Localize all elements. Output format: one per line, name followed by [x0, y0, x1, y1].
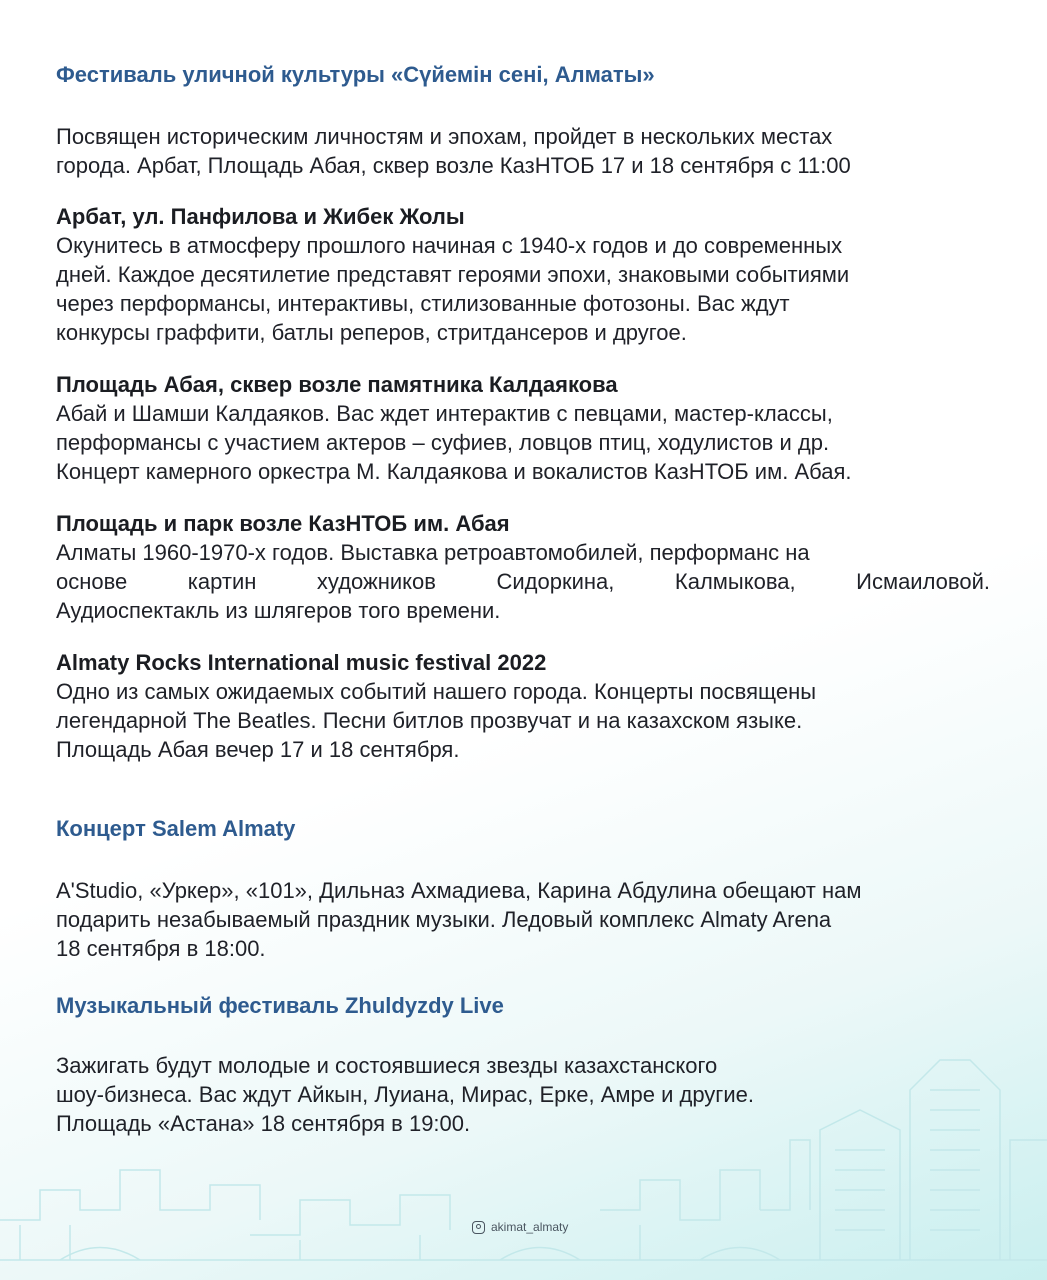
location-text-line: конкурсы граффити, батлы реперов, стритдансеров и другое. — [56, 320, 687, 345]
location-text-line: Окунитесь в атмосферу прошлого начиная с 1940-х годов и до современных — [56, 233, 843, 258]
location-title: Арбат, ул. Панфилова и Жибек Жолы — [56, 204, 465, 229]
location-text-line: Аудиоспектакль из шлягеров того времени. — [56, 598, 501, 623]
music-festival-description — [56, 1051, 990, 1138]
festival-intro-line: Посвящен историческим личностям и эпохам, пройдет в нескольких местах — [56, 124, 833, 149]
location-text-line: Алматы 1960-1970-х годов. Выставка ретроавтомобилей, перформанс на — [56, 540, 810, 565]
location-text-line: Абай и Шамши Калдаяков. Вас ждет интерактив с певцами, мастер-классы, — [56, 401, 833, 426]
location-text-line: дней. Каждое десятилетие представят героями эпохи, знаковыми событиями — [56, 262, 850, 287]
location-text-line: Концерт камерного оркестра М. Калдаякова и вокалистов КазНТОБ им. Абая. — [56, 459, 852, 484]
festival-intro-line: города. Арбат, Площадь Абая, сквер возле КазНТОБ 17 и 18 сентября с 11:00 — [56, 153, 851, 178]
music-festival-text-line: Зажигать будут молодые и состоявшиеся звезды казахстанского — [56, 1053, 718, 1078]
music-festival-title: Музыкальный фестиваль Zhuldyzdy Live — [56, 993, 504, 1018]
location-text-line: перформансы с участием актеров – суфиев, ловцов птиц, ходулистов и др. — [56, 430, 830, 455]
location-title: Almaty Rocks International music festival 2022 — [56, 650, 547, 675]
location-text-line: Площадь Абая вечер 17 и 18 сентября. — [56, 737, 460, 762]
concert-text-line: 18 сентября в 18:00. — [56, 936, 266, 961]
concert-text-line: A'Studio, «Уркер», «101», Дильназ Ахмадиева, Карина Абдулина обещают нам — [56, 878, 862, 903]
concert-title: Концерт Salem Almaty — [56, 816, 296, 841]
music-festival-text-line: Площадь «Астана» 18 сентября в 19:00. — [56, 1111, 471, 1136]
location-text-line: легендарной The Beatles. Песни битлов прозвучат и на казахском языке. — [56, 708, 803, 733]
concert-text-line: подарить незабываемый праздник музыки. Ледовый комплекс Almaty Arena — [56, 907, 832, 932]
instagram-handle-text: akimat_almaty — [491, 1220, 569, 1234]
location-abai-square — [56, 370, 990, 486]
location-almaty-rocks — [56, 648, 990, 764]
location-text-line: через перформансы, интерактивы, стилизованные фотозоны. Вас ждут — [56, 291, 790, 316]
location-text-line: Одно из самых ожидаемых событий нашего города. Концерты посвящены — [56, 679, 817, 704]
content-page — [56, 60, 990, 1138]
concert-description — [56, 876, 990, 963]
festival-title: Фестиваль уличной культуры «Сүйемін сені, Алматы» — [56, 62, 655, 87]
instagram-icon — [472, 1221, 485, 1234]
location-text-line: основе картин художников Сидоркина, Калмыкова, Исмаиловой. — [56, 569, 990, 594]
music-festival-text-line: шоу-бизнеса. Вас ждут Айкын, Луиана, Мирас, Ерке, Амре и другие. — [56, 1082, 754, 1107]
festival-intro — [56, 122, 990, 180]
location-title: Площадь Абая, сквер возле памятника Калдаякова — [56, 372, 618, 397]
location-title: Площадь и парк возле КазНТОБ им. Абая — [56, 511, 510, 536]
location-arbat — [56, 202, 990, 347]
location-opera-park — [56, 509, 990, 625]
instagram-handle[interactable] — [472, 1220, 568, 1234]
